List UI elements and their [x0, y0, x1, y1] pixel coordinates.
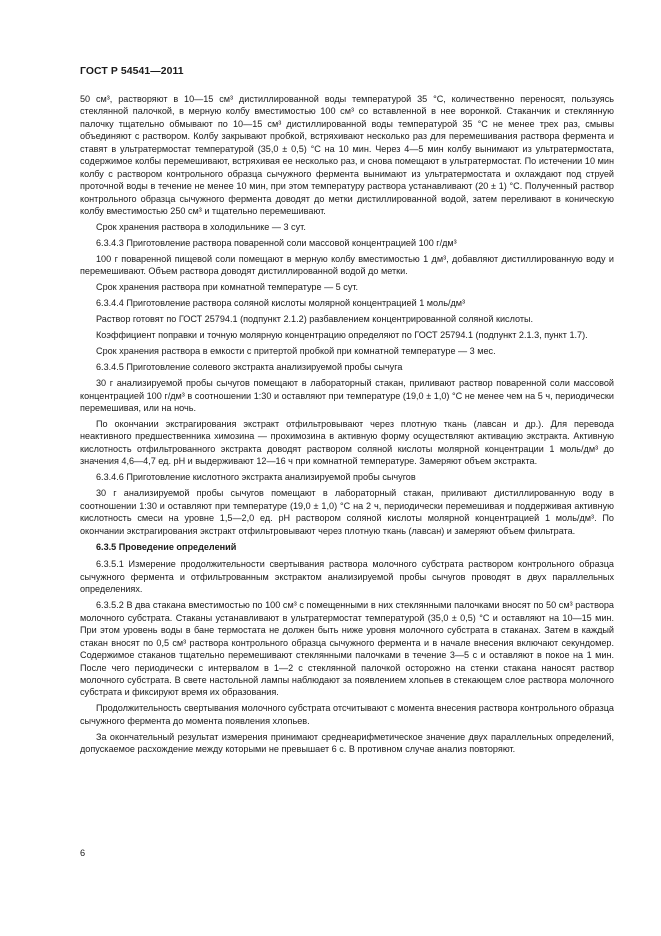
subsection-heading: 6.3.4.5 Приготовление солевого экстракта анализируемой пробы сычуга	[96, 362, 403, 373]
body-paragraph: 6.3.5.1 Измерение продолжительности свертывания раствора молочного субстрата раствором контрольного образца сычужного фермента и отфильтрованным экстрактом анализируемой пробы сычугов проводят в двух параллельных определениях.	[80, 559, 614, 595]
body-paragraph: Срок хранения раствора в емкости с притертой пробкой при комнатной температуре — 3 мес.	[96, 346, 496, 357]
page-number: 6	[80, 848, 86, 858]
body-paragraph: За окончательный результат измерения принимают среднеарифметическое значение двух параллельных определений, допускаемое расхождение между которыми не превышает 6 с. В противном случае анализ повторяют.	[80, 731, 614, 755]
body-paragraph: Срок хранения раствора при комнатной температуре — 5 сут.	[96, 282, 359, 293]
document-body	[80, 93, 614, 759]
body-paragraph: 30 г анализируемой пробы сычугов помещают в лабораторный стакан, приливают дистиллированную воду в соотношении 1:30 и оставляют при температуре (19,0 ± 1,0) °С на 2 ч, периодически перемешивая и поддерживая активную кислотность смеси на уровне 1,5—2,0 ед. рН раствором соляной кислоты молярной концентрацией 1 моль/дм³. По окончании экстрагирования экстракт отфильтровывают через плотную ткань (лавсан) и замеряют объем фильтрата.	[80, 488, 614, 536]
subsection-heading: 6.3.4.6 Приготовление кислотного экстракта анализируемой пробы сычугов	[96, 472, 416, 483]
subsection-heading: 6.3.4.3 Приготовление раствора поваренной соли массовой концентрацией 100 г/дм³	[96, 237, 457, 248]
document-code-header: ГОСТ Р 54541—2011	[80, 66, 184, 77]
body-paragraph: По окончании экстрагирования экстракт отфильтровывают через плотную ткань (лавсан и др.). Для перевода неактивного предшественника химозина — прохимозина в активную форму осуществляют активацию экстракта. Активную кислотность отфильтрованного экстракта доводят раствором соляной кислоты молярной концентрации 1 моль/дм³ до значения 4,6—4,7 ед. рН и выдерживают 12—16 ч при комнатной температуре. Замеряют объем экстракта.	[80, 418, 614, 467]
section-heading: 6.3.5 Проведение определений	[96, 542, 237, 552]
body-paragraph: 30 г анализируемой пробы сычугов помещают в лабораторный стакан, приливают раствор поваренной соли массовой концентрацией 100 г/дм³ в соотношении 1:30 и оставляют при температуре (19,0 ± 1,0) °С не менее чем на 5 ч, периодически перемешивая, или на ночь.	[80, 378, 614, 413]
body-paragraph: 6.3.5.2 В два стакана вместимостью по 100 см³ с помещенными в них стеклянными палочками вносят по 50 см³ раствора молочного субстрата. Стаканы устанавливают в ультратермостат температурой (35,0 ± 0,5) °С и оставляют на 10—15 мин. При этом уровень воды в бане термостата не должен быть ниже уровня молочного субстрата в стаканах. Затем в каждый стакан вносят по 0,5 см³ раствора контрольного образца сычужного фермента и в начале внесения включают секундомер. Содержимое стаканов тщательно перемешивают стеклянными палочками в течение 3—5 с и оставляют в покое на 1 мин. После чего периодически с интервалом в 1—2 с стеклянной палочкой осторожно на стенки стакана наносят раствор молочного субстрата. В свете настольной лампы наблюдают за появлением хлопьев в стекающем слое раствора молочного субстрата и фиксируют время их образования.	[80, 600, 614, 698]
body-paragraph: Срок хранения раствора в холодильнике — 3 сут.	[96, 222, 306, 233]
subsection-heading: 6.3.4.4 Приготовление раствора соляной кислоты молярной концентрацией 1 моль/дм³	[96, 298, 466, 309]
body-paragraph: 100 г поваренной пищевой соли помещают в мерную колбу вместимостью 1 дм³, добавляют дистиллированную воду и перемешивают. Объем раствора доводят дистиллированной водой до метки.	[80, 253, 614, 277]
body-paragraph: Продолжительность свертывания молочного субстрата отсчитывают с момента внесения раствора контрольного образца сычужного фермента до момента появления хлопьев.	[80, 703, 614, 726]
body-paragraph: Раствор готовят по ГОСТ 25794.1 (подпункт 2.1.2) разбавлением концентрированной соляной кислоты.	[96, 314, 534, 325]
body-paragraph: 50 см³, растворяют в 10—15 см³ дистиллированной воды температурой 35 °С, количественно переносят, пользуясь стеклянной палочкой, в мерную колбу вместимостью 100 см³ со вставленной в нее воронкой. Стаканчик и стеклянную палочку тщательно обмывают по 10—15 см³ дистиллированной воды температурой 35 °С не менее трех раз, смывы объединяют с раствором. Колбу закрывают пробкой, встряхивают несколько раз для перемешивания раствора фермента и ставят в ультратермостат температурой (35,0 ± 0,5) °С на 10 мин. Через 4—5 мин колбу вынимают из ультратермостата, содержимое колбы перемешивают, встряхивая ее несколько раз, и снова помещают в ультратермостат. По истечении 10 мин колбу с раствором контрольного образца сычужного фермента вынимают из ультратермостата и охлаждают под струей проточной воды в течение не менее 10 мин, при этом температуру раствора устанавливают (20 ± 1) °С. Полученный раствор контрольного образца сычужного фермента доводят до метки дистиллированной водой, затем переливают в коническую колбу вместимостью 250 см³ и тщательно перемешивают.	[80, 94, 614, 217]
body-paragraph: Коэффициент поправки и точную молярную концентрацию определяют по ГОСТ 25794.1 (подпункт 2.1.3, пункт 1.7).	[96, 330, 588, 341]
